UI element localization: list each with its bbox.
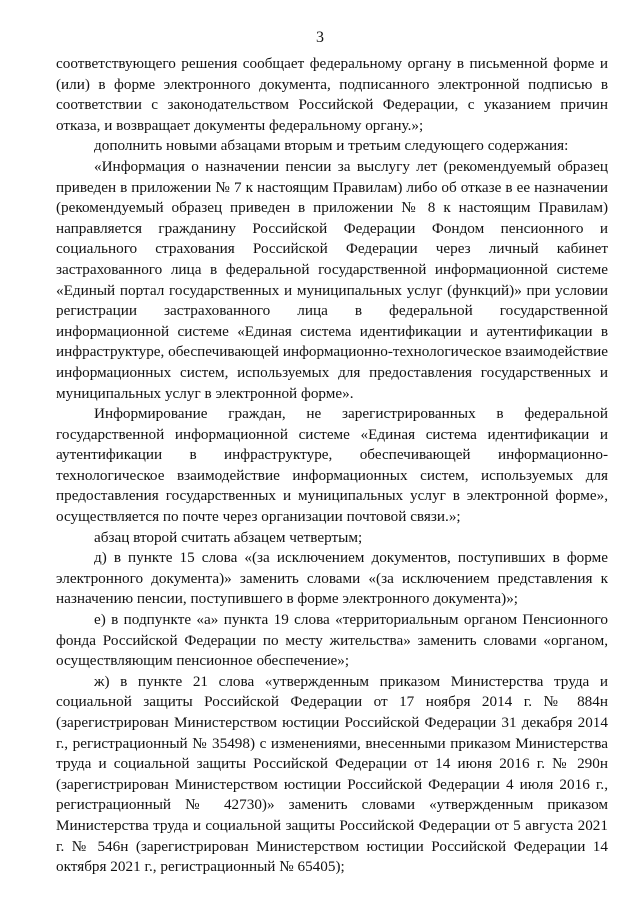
paragraph-postal-notification: Информирование граждан, не зарегистрированных в федеральной государственной информационной системе «Единая система идентификации и аутентификации в инфраструктуре, обеспечивающей информационно-технологическое взаимодействие информационных систем, используемых для предоставления государственных и муниципальных услуг в электронной форме», осуществляется по почте через организации почтовой связи.»; — [56, 405, 608, 526]
paragraph-continuation: соответствующего решения сообщает федеральному органу в письменной форме и (или) в форме электронного документа, подписанного электронной подписью в соответствии с законодательством Российской Федерации, с указанием причин отказа, и возвращает документы федеральному органу.»; — [56, 55, 608, 134]
paragraph-item-zh: ж) в пункте 21 слова «утвержденным приказом Министерства труда и социальной защиты Российской Федерации от 17 ноября 2014 г. № 884н (зарегистрирован Министерством юстиции Российской Федерации 31 декабря 2014 г., регистрационный № 35498) с изменениями, внесенными приказом Министерства труда и социальной защиты Российской Федерации от 14 июня 2016 г. № 290н (зарегистрирован Министерством юстиции Российской Федерации 4 июля 2016 г., регистрационный № 42730)» заменить словами «утвержденным приказом Министерства труда и социальной защиты Российской Федерации от 5 августа 2021 г. № 546н (зарегистрирован Министерством юстиции Российской Федерации 14 октября 2021 г., регистрационный № 65405); — [56, 672, 608, 876]
page-number: 3 — [316, 29, 324, 46]
document-body — [56, 54, 608, 878]
paragraph-item-e: е) в подпункте «а» пункта 19 слова «территориальным органом Пенсионного фонда Российской Федерации по месту жительства» заменить словами «органом, осуществляющим пенсионное обеспечение»; — [56, 611, 608, 670]
paragraph-pension-information: «Информация о назначении пенсии за выслугу лет (рекомендуемый образец приведен в приложении № 7 к настоящим Правилам) либо об отказе в ее назначении (рекомендуемый образец приведен в приложении № 8 к настоящим Правилам) направляется гражданину Российской Федерации Фондом пенсионного и социального страхования Российской Федерации через личный кабинет застрахованного лица в федеральной государственной информационной системе «Единый портал государственных и муниципальных услуг (функций)» при условии регистрации застрахованного лица в федеральной государственной информационной системе «Единая система идентификации и аутентификации в инфраструктуре, обеспечивающей информационно-технологическое взаимодействие информационных систем, используемых для предоставления государственных и муниципальных услуг в электронной форме». — [56, 157, 608, 402]
paragraph-renumbering: абзац второй считать абзацем четвертым; — [94, 528, 363, 546]
paragraph-item-d: д) в пункте 15 слова «(за исключением документов, поступивших в форме электронного документа)» заменить словами «(за исключением представления к назначению пенсии, поступившего в форме электронного документа)»; — [56, 549, 608, 608]
paragraph-amendment-intro: дополнить новыми абзацами вторым и третьим следующего содержания: — [94, 137, 569, 155]
